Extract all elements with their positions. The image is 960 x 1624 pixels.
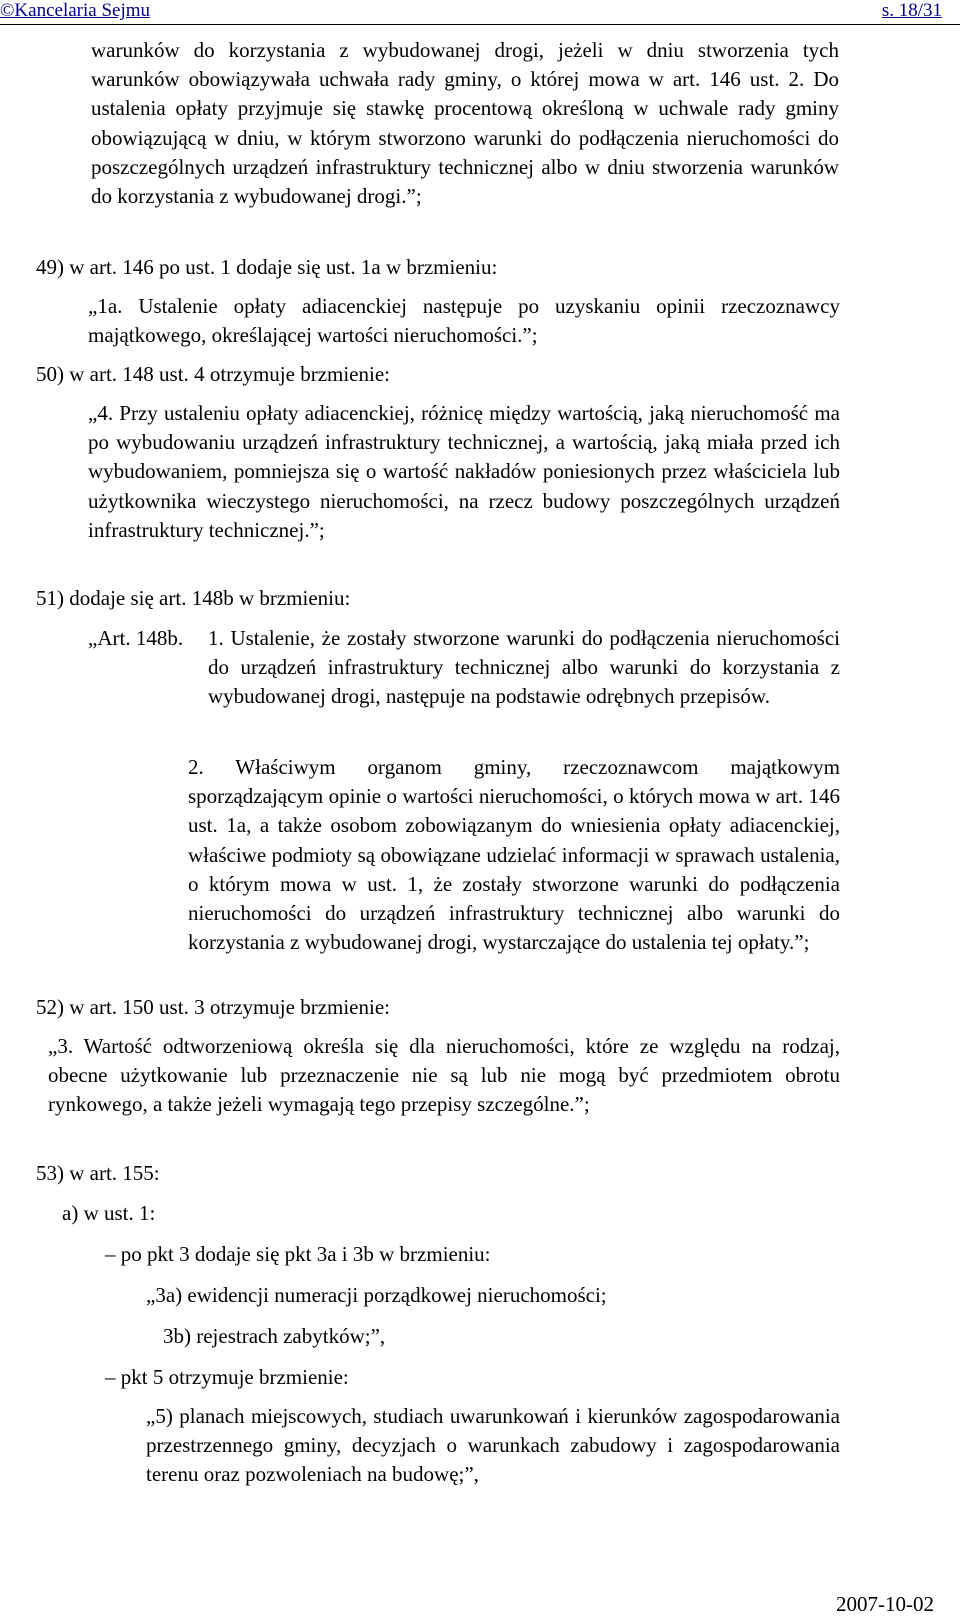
item-50: 50) w art. 148 ust. 4 otrzymuje brzmienie: <box>36 362 390 386</box>
item-52-text: „3. Wartość odtworzeniową określa się dla nieruchomości, które ze względu na rodzaj, obecne użytkowanie lub przeznaczenie nie są lub nie mogą być przedmiotem obrotu rynkowego, a także jeżeli wymagają tego przepisy szczególne.”; <box>48 1034 840 1117</box>
item-53-3b: 3b) rejestrach zabytków;”, <box>163 1324 386 1348</box>
item-53-5: „5) planach miejscowych, studiach uwarunkowań i kierunków zagospodarowania przestrzennego gminy, decyzjach o warunkach zabudowy i zagospodarowania terenu oraz pozwoleniach na budowę;”, <box>146 1404 840 1487</box>
item-53: 53) w art. 155: <box>36 1161 160 1185</box>
item-52: 52) w art. 150 ust. 3 otrzymuje brzmienie: <box>36 995 390 1019</box>
document-date: 2007-10-02 <box>836 1592 934 1616</box>
item-51: 51) dodaje się art. 148b w brzmieniu: <box>36 586 351 610</box>
item-53-a-dash-1: – po pkt 3 dodaje się pkt 3a i 3b w brzmieniu: <box>105 1242 491 1266</box>
page-number-link[interactable]: s. 18/31 <box>881 0 942 21</box>
item-49: 49) w art. 146 po ust. 1 dodaje się ust. 1a w brzmieniu: <box>36 255 498 279</box>
paragraph-continuation: warunków do korzystania z wybudowanej drogi, jeżeli w dniu stworzenia tych warunków obowiązywała uchwała rady gminy, o której mowa w art. 146 ust. 2. Do ustalenia opłaty przyjmuje się stawkę procentową określoną w uchwale rady gminy obowiązującą w dniu, w którym stworzono warunki do podłączenia nieruchomości do poszczególnych urządzeń infrastruktury technicznej albo w dniu stworzenia warunków do korzystania z wybudowanej drogi.”; <box>91 38 839 209</box>
copyright-link[interactable]: ©Kancelaria Sejmu <box>0 0 151 21</box>
article-148b-point-2: 2. Właściwym organom gminy, rzeczoznawcom majątkowym sporządzającym opinie o wartości nieruchomości, o których mowa w art. 146 ust. 1a, a także osobom zobowiązanym do wniesienia opłaty adiacenckiej, właściwe podmioty są obowiązane udzielać informacji w sprawach ustalenia, o którym mowa w ust. 1, że zostały stworzone warunki do podłączenia nieruchomości do urządzeń infrastruktury technicznej albo warunki do korzystania z wybudowanej drogi, wystarczające do ustalenia tej opłaty.”; <box>188 755 840 955</box>
item-53-a-dash-2: – pkt 5 otrzymuje brzmienie: <box>105 1365 349 1389</box>
page-header <box>0 0 960 25</box>
item-53-3a: „3a) ewidencji numeracji porządkowej nieruchomości; <box>146 1283 607 1307</box>
item-50-text: „4. Przy ustaleniu opłaty adiacenckiej, różnicę między wartością, jaką nieruchomość ma po wybudowaniu urządzeń infrastruktury technicznej, a wartością, jaką miała przed ich wybudowaniem, pomniejsza się o wartość nakładów poniesionych przez właściciela lub użytkownika wieczystego nieruchomości, na rzecz budowy poszczególnych urządzeń infrastruktury technicznej.”; <box>88 401 840 542</box>
item-53-a: a) w ust. 1: <box>62 1201 156 1225</box>
article-148b-label: „Art. 148b. <box>88 626 184 650</box>
item-49-text: „1a. Ustalenie opłaty adiacenckiej następuje po uzyskaniu opinii rzeczoznawcy majątkowego, określającej wartości nieruchomości.”; <box>88 294 840 348</box>
article-148b-point-1: 1. Ustalenie, że zostały stworzone warunki do podłączenia nieruchomości do urządzeń infrastruktury technicznej albo warunki do korzystania z wybudowanej drogi, następuje na podstawie odrębnych przepisów. <box>208 626 840 709</box>
